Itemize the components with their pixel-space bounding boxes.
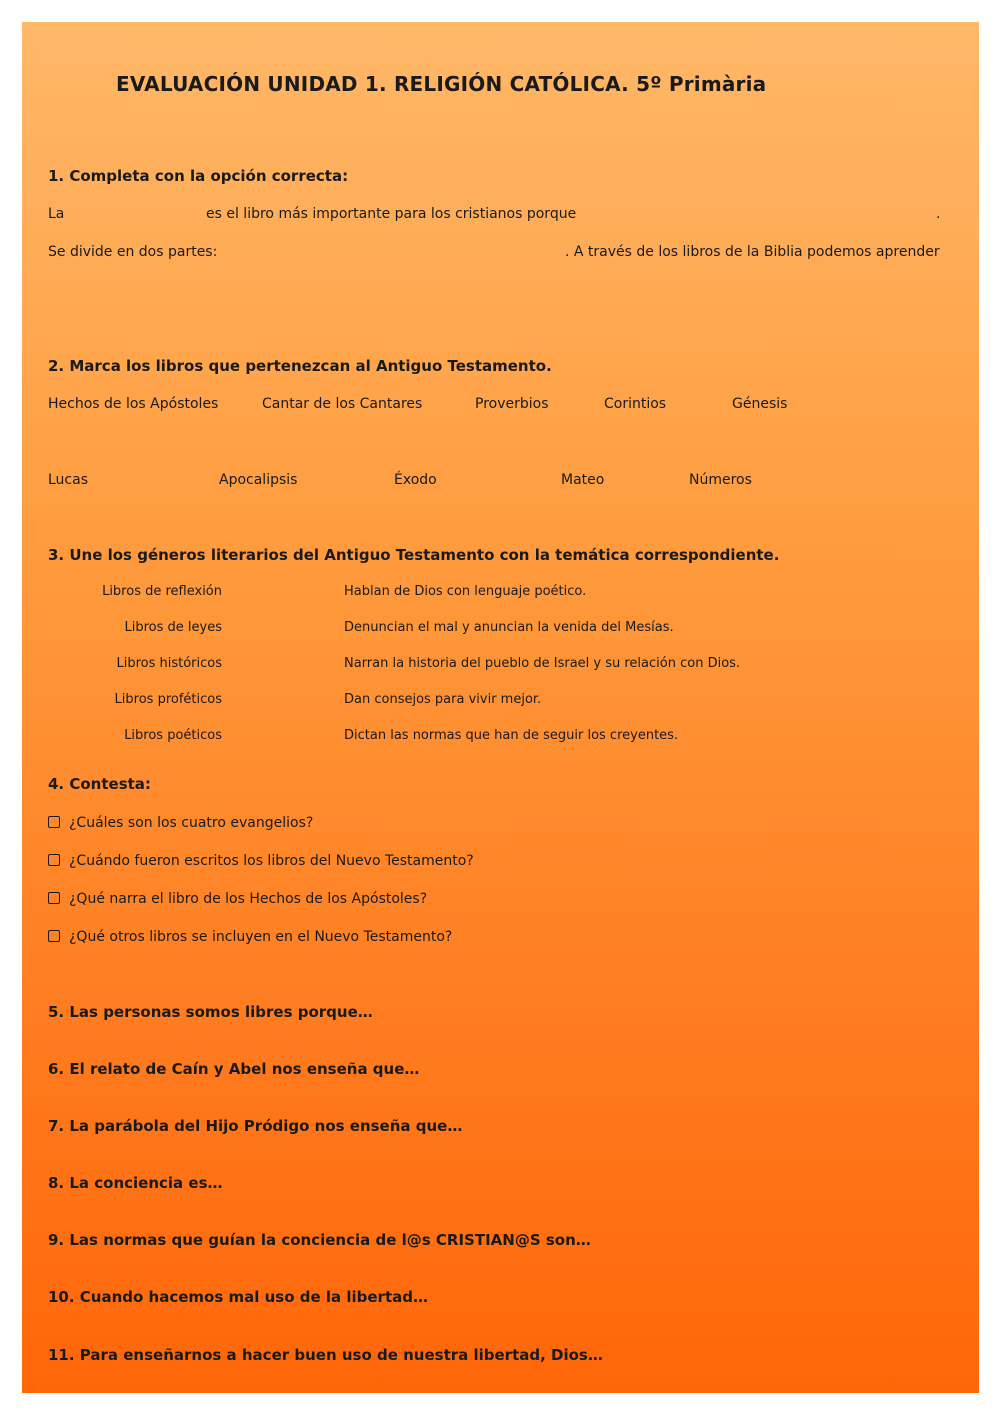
question-5: 5. Las personas somos libres porque… xyxy=(48,1003,373,1021)
book-option: Proverbios xyxy=(475,396,549,412)
q4-item xyxy=(48,929,452,945)
checkbox-icon[interactable] xyxy=(48,930,60,942)
genre-item: Libros proféticos xyxy=(114,692,222,707)
book-option: Lucas xyxy=(48,472,88,488)
theme-item: Narran la historia del pueblo de Israel y su relación con Dios. xyxy=(344,656,741,671)
q3-heading: 3. Une los géneros literarios del Antiguo Testamento con la temática correspondiente. xyxy=(48,546,780,564)
q1-line2-end: . A través de los libros de la Biblia podemos aprender xyxy=(565,244,940,260)
q1-line2-start: Se divide en dos partes: xyxy=(48,244,218,260)
theme-item: Denuncian el mal y anuncian la venida del Mesías. xyxy=(344,620,674,635)
book-option: Cantar de los Cantares xyxy=(262,396,423,412)
genre-item: Libros de leyes xyxy=(124,620,222,635)
book-option: Génesis xyxy=(732,396,788,412)
question-11: 11. Para enseñarnos a hacer buen uso de nuestra libertad, Dios… xyxy=(48,1346,603,1364)
q1-line1-start: La xyxy=(48,206,65,222)
checkbox-icon[interactable] xyxy=(48,854,60,866)
q4-item-text: ¿Cuáles son los cuatro evangelios? xyxy=(69,815,314,831)
book-option: Mateo xyxy=(561,472,605,488)
q4-item-text: ¿Qué otros libros se incluyen en el Nuevo Testamento? xyxy=(69,929,453,945)
q4-heading: 4. Contesta: xyxy=(48,775,151,793)
q2-heading: 2. Marca los libros que pertenezcan al Antiguo Testamento. xyxy=(48,357,552,375)
theme-item: Dictan las normas que han de seguir los creyentes. xyxy=(344,728,679,743)
theme-item: Dan consejos para vivir mejor. xyxy=(344,692,542,707)
checkbox-icon[interactable] xyxy=(48,816,60,828)
book-option: Corintios xyxy=(604,396,667,412)
page-title: EVALUACIÓN UNIDAD 1. RELIGIÓN CATÓLICA. 5º Primària xyxy=(116,72,767,96)
question-6: 6. El relato de Caín y Abel nos enseña que… xyxy=(48,1060,420,1078)
question-10: 10. Cuando hacemos mal uso de la libertad… xyxy=(48,1288,428,1306)
q4-item xyxy=(48,853,474,869)
book-option: Hechos de los Apóstoles xyxy=(48,396,219,412)
q4-item-text: ¿Qué narra el libro de los Hechos de los Apóstoles? xyxy=(69,891,428,907)
q1-line1-end: . xyxy=(936,206,941,222)
theme-item: Hablan de Dios con lenguaje poético. xyxy=(344,584,587,599)
q4-item xyxy=(48,891,427,907)
checkbox-icon[interactable] xyxy=(48,892,60,904)
genre-item: Libros de reflexión xyxy=(102,584,222,599)
question-8: 8. La conciencia es… xyxy=(48,1174,223,1192)
book-option: Números xyxy=(689,472,752,488)
book-option: Éxodo xyxy=(394,472,437,488)
genre-item: Libros históricos xyxy=(116,656,222,671)
q4-item xyxy=(48,815,313,831)
q1-heading: 1. Completa con la opción correcta: xyxy=(48,167,349,185)
genre-item: Libros poéticos xyxy=(124,728,222,743)
question-7: 7. La parábola del Hijo Pródigo nos enseña que… xyxy=(48,1117,463,1135)
book-option: Apocalipsis xyxy=(219,472,298,488)
q1-line1-middle: es el libro más importante para los cristianos porque xyxy=(206,206,577,222)
q4-item-text: ¿Cuándo fueron escritos los libros del Nuevo Testamento? xyxy=(69,853,474,869)
question-9: 9. Las normas que guían la conciencia de l@s CRISTIAN@S son… xyxy=(48,1231,591,1249)
